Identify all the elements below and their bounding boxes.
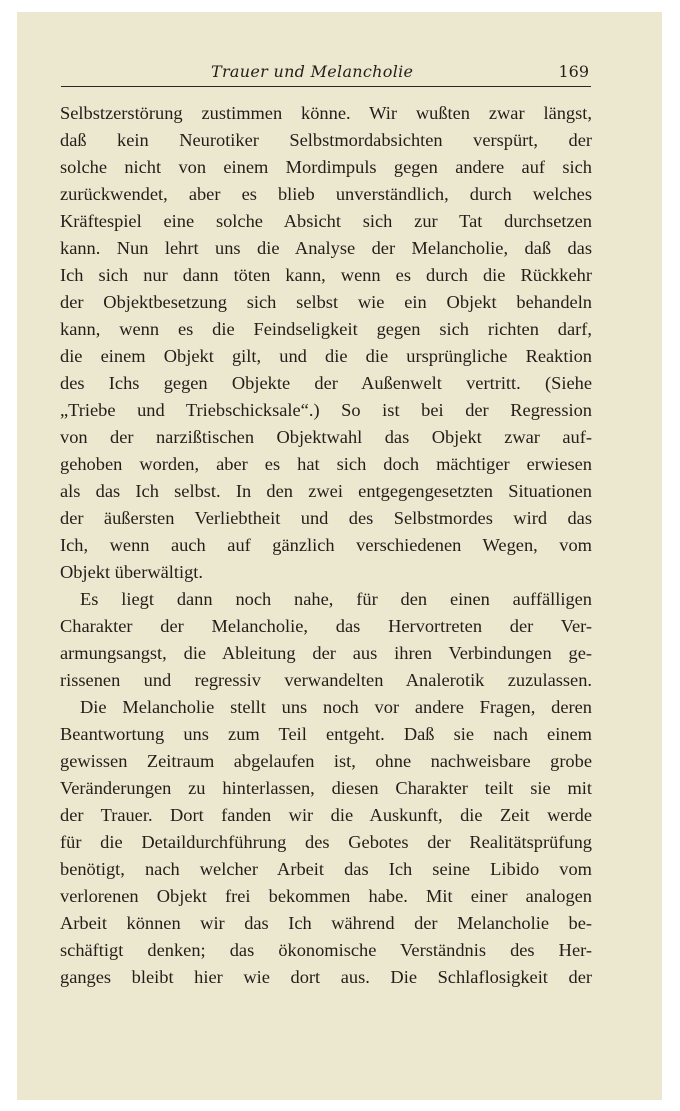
text-line: kann. Nun lehrt uns die Analyse der Melancholie, daß das	[60, 238, 592, 258]
text-line: Ich sich nur dann töten kann, wenn es durch die Rückkehr	[60, 265, 592, 285]
text-line: gehoben worden, aber es hat sich doch mächtiger erwiesen	[60, 454, 592, 474]
running-head	[61, 62, 591, 87]
text-line: der Trauer. Dort fanden wir die Auskunft, die Zeit werde	[60, 805, 592, 825]
text-line: des Ichs gegen Objekte der Außenwelt vertritt. (Siehe	[60, 373, 592, 393]
paragraph	[60, 100, 592, 586]
text-line: für die Detaildurchführung des Gebotes der Realitätsprüfung	[60, 832, 592, 852]
paragraph	[60, 586, 592, 694]
text-line: der Objektbesetzung sich selbst wie ein Objekt behandeln	[60, 292, 592, 312]
body-text	[60, 100, 592, 991]
text-line: Beantwortung uns zum Teil entgeht. Daß sie nach einem	[60, 724, 592, 744]
text-line: Charakter der Melancholie, das Hervortreten der Ver-	[60, 616, 592, 636]
text-line: solche nicht von einem Mordimpuls gegen andere auf sich	[60, 157, 592, 177]
book-page	[17, 12, 662, 1100]
text-line: gewissen Zeitraum abgelaufen ist, ohne nachweisbare grobe	[60, 751, 592, 771]
text-line: ganges bleibt hier wie dort aus. Die Schlaflosigkeit der	[60, 967, 592, 987]
running-head-title: Trauer und Melancholie	[211, 62, 414, 81]
text-line: schäftigt denken; das ökonomische Verständnis des Her-	[60, 940, 592, 960]
text-line: Veränderungen zu hinterlassen, diesen Charakter teilt sie mit	[60, 778, 592, 798]
text-line: Ich, wenn auch auf gänzlich verschiedenen Wegen, vom	[60, 535, 592, 555]
text-line: der äußersten Verliebtheit und des Selbstmordes wird das	[60, 508, 592, 528]
text-line: verlorenen Objekt frei bekommen habe. Mit einer analogen	[60, 886, 592, 906]
text-line: Die Melancholie stellt uns noch vor andere Fragen, deren	[80, 697, 592, 717]
text-line: „Triebe und Triebschicksale“.) So ist bei der Regression	[60, 400, 592, 420]
text-line: als das Ich selbst. In den zwei entgegengesetzten Situationen	[60, 481, 592, 501]
text-line: rissenen und regressiv verwandelten Analerotik zuzulassen.	[60, 670, 592, 690]
text-line: armungsangst, die Ableitung der aus ihren Verbindungen ge-	[60, 643, 592, 663]
text-line: zurückwendet, aber es blieb unverständlich, durch welches	[60, 184, 592, 204]
text-line: kann, wenn es die Feindseligkeit gegen sich richten darf,	[60, 319, 592, 339]
text-line: die einem Objekt gilt, und die die ursprüngliche Reaktion	[60, 346, 592, 366]
text-line: von der narzißtischen Objektwahl das Objekt zwar auf-	[60, 427, 592, 447]
page-number: 169	[558, 62, 589, 81]
text-line: Kräftespiel eine solche Absicht sich zur Tat durchsetzen	[60, 211, 592, 231]
paragraph	[60, 694, 592, 991]
text-line: benötigt, nach welcher Arbeit das Ich seine Libido vom	[60, 859, 592, 879]
text-line: Es liegt dann noch nahe, für den einen auffälligen	[80, 589, 592, 609]
text-line: Selbstzerstörung zustimmen könne. Wir wußten zwar längst,	[60, 103, 592, 123]
text-line: Objekt überwältigt.	[60, 562, 204, 582]
text-line: Arbeit können wir das Ich während der Melancholie be-	[60, 913, 592, 933]
text-line: daß kein Neurotiker Selbstmordabsichten verspürt, der	[60, 130, 592, 150]
